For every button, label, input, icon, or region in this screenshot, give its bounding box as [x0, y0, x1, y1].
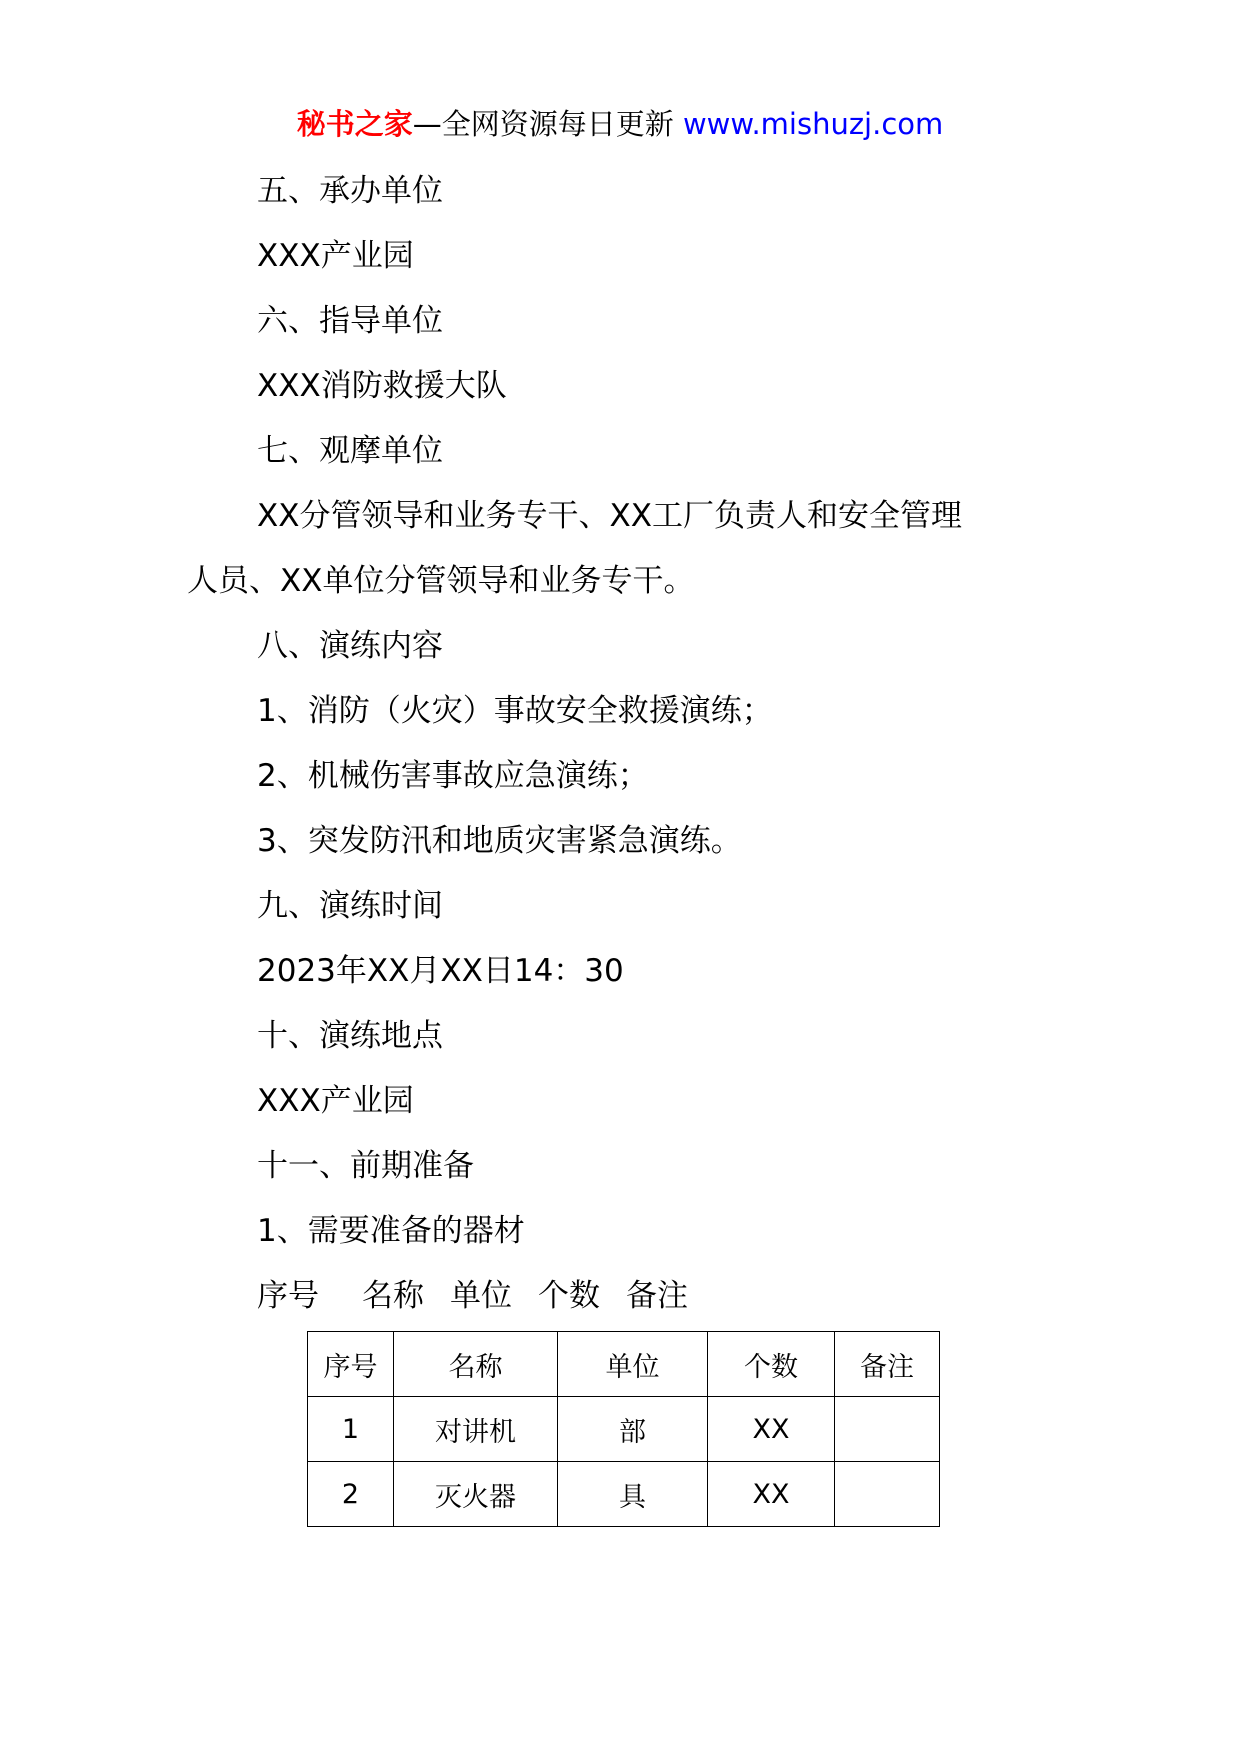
paragraph-organizer: XXX产业园: [257, 238, 414, 274]
table-header-cell: 单位: [558, 1332, 708, 1397]
table-cell: 灭火器: [394, 1462, 558, 1527]
table-cell: XX: [708, 1397, 835, 1462]
subheading-equipment: 1、需要准备的器材: [257, 1213, 525, 1249]
table-cell: XX: [708, 1462, 835, 1527]
brand-name: 秘书之家: [296, 107, 413, 141]
column-labels-row: [257, 1276, 688, 1316]
column-label: 备注: [626, 1278, 688, 1314]
site-header: [0, 104, 1240, 144]
section-heading-guidance: 六、指导单位: [257, 303, 443, 339]
table-cell: 具: [558, 1462, 708, 1527]
list-item-content-2: 2、机械伤害事故应急演练；: [257, 758, 649, 794]
header-slogan: —全网资源每日更新: [412, 107, 683, 141]
table-header-row: [308, 1332, 940, 1397]
section-heading-organizer: 五、承办单位: [257, 173, 443, 209]
column-label: 单位: [450, 1278, 512, 1314]
table-cell: [835, 1397, 940, 1462]
table-cell: 1: [308, 1397, 394, 1462]
column-label: 个数: [538, 1278, 600, 1314]
list-item-content-3: 3、突发防汛和地质灾害紧急演练。: [257, 823, 742, 859]
paragraph-location: XXX产业园: [257, 1083, 414, 1119]
section-heading-preparation: 十一、前期准备: [257, 1148, 474, 1184]
table-row: [308, 1462, 940, 1527]
column-label: 序号: [257, 1278, 319, 1314]
section-heading-location: 十、演练地点: [257, 1018, 443, 1054]
table-header-cell: 备注: [835, 1332, 940, 1397]
section-heading-time: 九、演练时间: [257, 888, 443, 924]
table-cell: 2: [308, 1462, 394, 1527]
column-label: 名称: [362, 1278, 424, 1314]
section-heading-content: 八、演练内容: [257, 628, 443, 664]
list-item-content-1: 1、消防（火灾）事故安全救援演练；: [257, 693, 773, 729]
equipment-table: [307, 1331, 940, 1527]
paragraph-observers-line-1: XX分管领导和业务专干、XX工厂负责人和安全管理: [257, 498, 962, 534]
table-cell: 对讲机: [394, 1397, 558, 1462]
paragraph-guidance: XXX消防救援大队: [257, 368, 507, 404]
section-heading-observers: 七、观摩单位: [257, 433, 443, 469]
table-header-cell: 个数: [708, 1332, 835, 1397]
paragraph-observers-line-2: 人员、XX单位分管领导和业务专干。: [187, 563, 695, 599]
table-header-cell: 序号: [308, 1332, 394, 1397]
paragraph-time: 2023年XX月XX日14：30: [257, 953, 624, 989]
table-cell: 部: [558, 1397, 708, 1462]
site-url-link[interactable]: www.mishuzj.com: [682, 107, 944, 141]
table-cell: [835, 1462, 940, 1527]
table-row: [308, 1397, 940, 1462]
table-header-cell: 名称: [394, 1332, 558, 1397]
